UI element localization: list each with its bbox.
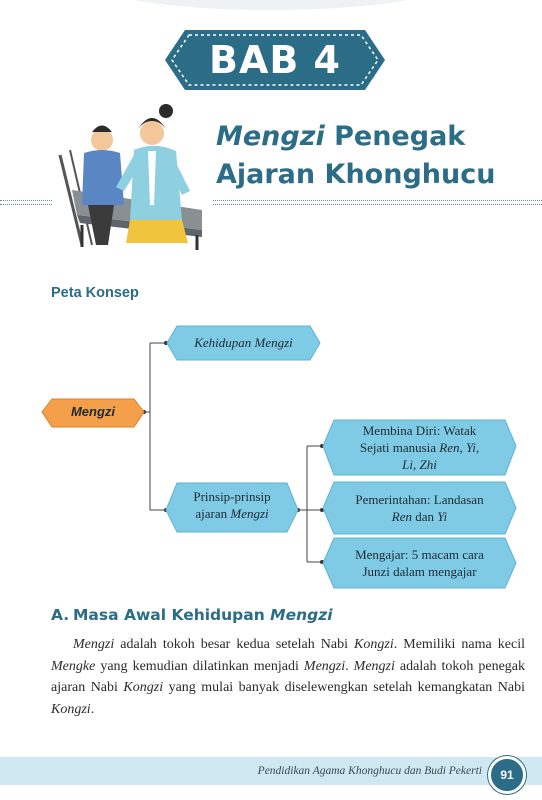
node-leaf-2-line2 [323,508,516,525]
node-branch-2-line2-prefix: ajaran [195,506,231,521]
node-leaf-2-line2-italic-b: Yi [437,509,448,524]
node-leaf-1-line3-italic: Li, Zhi [402,457,437,472]
chapter-title-line2: Ajaran Khonghucu [216,159,496,190]
paragraph-text: . [345,658,354,674]
page-number: 91 [500,768,514,782]
node-leaf-2-line2-mid: dan [412,509,438,524]
section-letter: A. [51,606,70,624]
paragraph-text: Mengzi [73,637,115,652]
node-leaf-1-line2 [323,439,516,456]
node-branch-2-line2 [166,505,298,522]
node-leaf-2-label [323,491,516,525]
chapter-badge-label: BAB 4 [208,38,341,82]
page-number-badge [488,756,526,794]
node-branch-1-label: Kehidupan Mengzi [194,335,293,350]
paragraph-text: Mengzi [303,658,346,674]
node-leaf-1-line2-italic: Ren, Yi, [439,440,480,455]
chapter-title-rest: Penegak [324,121,466,152]
chapter-title-italic: Mengzi [216,121,325,152]
node-leaf-2-line2-italic-a: Ren [391,509,413,524]
paragraph-text: Mengzi [353,658,395,674]
node-branch-2-label [166,488,298,522]
node-leaf-1-line1: Membina Diri: Watak [362,423,477,438]
paragraph-text: . Memiliki nama kecil [393,637,525,652]
paragraph-text: Kongzi [51,701,91,717]
section-title-prefix: Masa Awal Kehidupan [73,606,271,624]
body-paragraph [51,634,525,720]
footer-book-title: Pendidikan Agama Khonghucu dan Budi Pekerti [257,765,482,777]
node-branch-2-line1: Prinsip-prinsip [193,489,271,504]
node-leaf-3-label [323,546,516,580]
concept-map-heading: Peta Konsep [51,285,139,301]
paragraph-text: . [90,701,95,717]
node-leaf-1-line2-prefix: Sejati manusia [359,440,440,455]
paragraph-text: adalah tokoh besar kedua setelah Nabi [114,637,355,652]
paragraph-text: adalah tokoh penegak ajaran Nabi [51,658,526,695]
node-leaf-3-line2: Junzi dalam mengajar [362,564,477,579]
paragraph-text: yang mulai banyak diselewengkan setelah kemangkatan Nabi [163,680,525,695]
paragraph-text: Kongzi [123,680,164,695]
node-leaf-1-line3 [323,456,516,473]
paragraph-text: Mengke [51,658,96,674]
node-leaf-1-label [323,422,516,473]
section-title-italic: Mengzi [270,606,333,624]
node-leaf-2-line1: Pemerintahan: Landasan [355,492,484,507]
node-branch-2-line2-italic: Mengzi [230,506,269,521]
paragraph-text: yang kemudian dilatinkan menjadi [95,658,304,674]
paragraph-text: Kongzi [354,637,394,652]
node-root-label: Mengzi [70,404,116,419]
node-leaf-3-line1: Mengajar: 5 macam cara [355,547,484,562]
section-heading [51,606,333,624]
